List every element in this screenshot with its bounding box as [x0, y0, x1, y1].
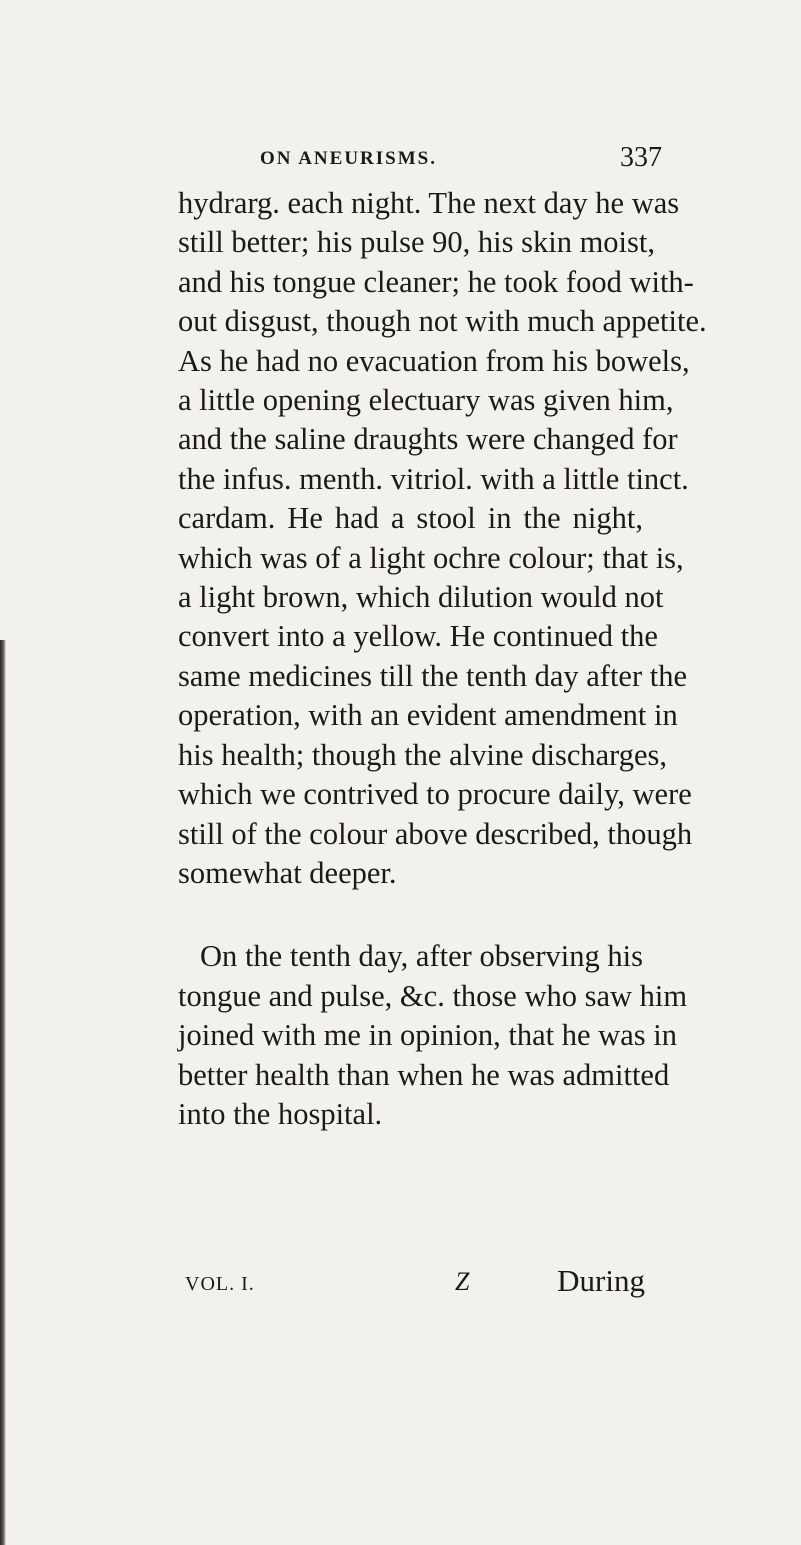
page-header	[260, 142, 662, 178]
text-line: still better; his pulse 90, his skin moist,	[178, 225, 655, 260]
text-line: still of the colour above described, though	[178, 816, 693, 851]
text-line: cardam. He had a stool in the night,	[178, 501, 643, 536]
catchword: During	[557, 1263, 645, 1298]
text-line: same medicines till the tenth day after the	[178, 658, 687, 693]
text-line: which was of a light ochre colour; that is,	[178, 540, 684, 575]
paragraph-2	[178, 937, 688, 1134]
binding-shadow	[0, 640, 6, 1545]
text-line: convert into a yellow. He continued the	[178, 619, 658, 654]
body-text	[178, 184, 707, 1134]
text-line: the infus. menth. vitriol. with a little tinct.	[178, 461, 689, 496]
signature-mark: Z	[455, 1267, 470, 1296]
page-number: 337	[620, 142, 662, 173]
text-line: better health than when he was admitted	[178, 1057, 670, 1092]
page-footer	[185, 1265, 645, 1305]
text-line: somewhat deeper.	[178, 855, 397, 890]
running-head: ON ANEURISMS.	[260, 148, 437, 169]
text-line: tongue and pulse, &c. those who saw him	[178, 978, 688, 1013]
text-line: into the hospital.	[178, 1096, 383, 1131]
text-line: a light brown, which dilution would not	[178, 580, 664, 615]
text-line: On the tenth day, after observing his	[200, 939, 643, 974]
text-line: operation, with an evident amendment in	[178, 698, 678, 733]
paragraph-gap	[178, 893, 643, 937]
text-line: which we contrived to procure daily, were	[178, 777, 692, 812]
volume-signature: VOL. I.	[185, 1273, 255, 1295]
text-line: and the saline draughts were changed for	[178, 422, 678, 457]
text-line: his health; though the alvine discharges,	[178, 737, 668, 772]
text-line: a little opening electuary was given him,	[178, 383, 674, 418]
text-line: and his tongue cleaner; he took food with-	[178, 264, 694, 299]
text-line: hydrarg. each night. The next day he was	[178, 186, 680, 220]
paragraph-1	[178, 184, 707, 893]
text-line: joined with me in opinion, that he was in	[178, 1018, 677, 1053]
text-line: As he had no evacuation from his bowels,	[178, 343, 690, 378]
text-line: out disgust, though not with much appetite.	[178, 304, 707, 339]
